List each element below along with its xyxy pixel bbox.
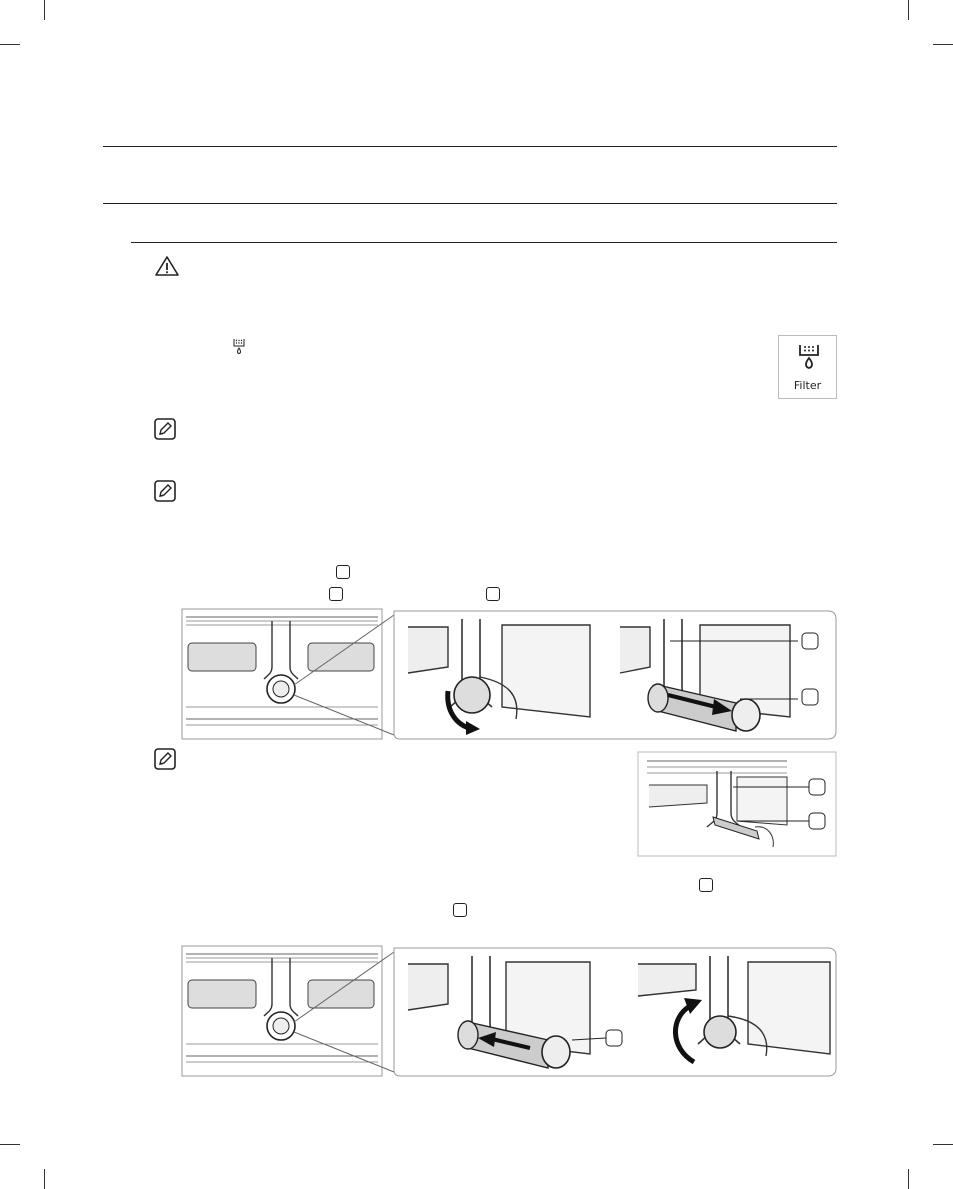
note-pencil-icon — [154, 480, 176, 502]
step-marker — [329, 587, 343, 601]
crop-mark-top-left-h — [0, 44, 20, 45]
section-rule — [131, 242, 837, 243]
filter-drop-icon — [797, 342, 821, 374]
header-rule-bottom — [103, 203, 837, 204]
crop-mark-bottom-right-v — [908, 1169, 909, 1189]
step-marker — [453, 903, 467, 917]
note-pencil-icon — [154, 748, 176, 770]
crop-mark-top-right-h — [933, 44, 953, 45]
filter-button-tile — [778, 335, 837, 399]
filter-installation-illustration — [180, 944, 840, 1080]
step-marker — [486, 587, 500, 601]
crop-mark-bottom-left-h — [0, 1144, 20, 1145]
filter-cap-inset-illustration — [637, 751, 837, 857]
filter-removal-illustration — [180, 607, 840, 741]
crop-mark-bottom-left-v — [44, 1169, 45, 1189]
note-pencil-icon — [154, 418, 176, 440]
step-marker — [336, 565, 350, 579]
caution-triangle-icon — [154, 255, 180, 277]
filter-drop-icon — [232, 337, 246, 357]
crop-mark-bottom-right-h — [933, 1144, 953, 1145]
filter-tile-label: Filter — [793, 379, 822, 392]
crop-mark-top-left-v — [44, 0, 45, 20]
step-marker — [699, 878, 713, 892]
header-rule-top — [103, 146, 837, 147]
crop-mark-top-right-v — [908, 0, 909, 20]
